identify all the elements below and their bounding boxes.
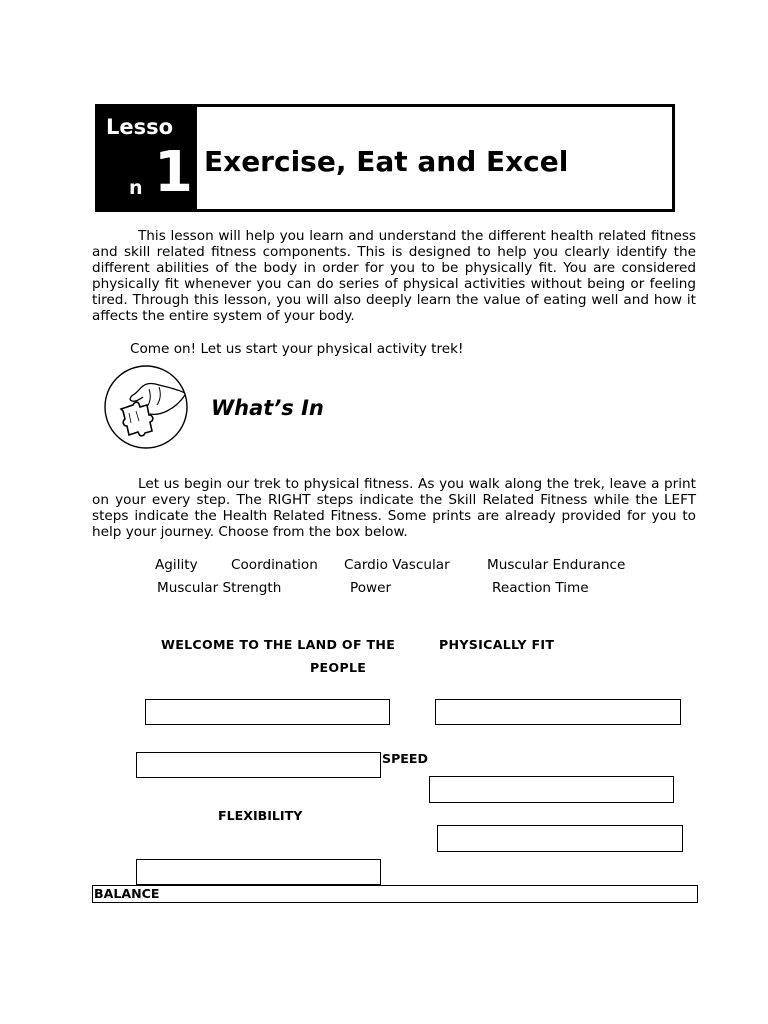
choice-reaction-time: Reaction Time (492, 580, 589, 596)
intro-paragraph (92, 228, 696, 324)
lesson-label-part1: Lesso (106, 115, 174, 139)
lesson-number: 1 (154, 140, 193, 205)
trek-title-line2: PEOPLE (310, 660, 367, 675)
whats-in-heading: What’s In (211, 396, 324, 420)
trek-title-right: PHYSICALLY FIT (439, 637, 555, 652)
step-label-balance: BALANCE (94, 886, 160, 901)
lesson-title: Exercise, Eat and Excel (204, 145, 569, 178)
step-label-speed: SPEED (382, 751, 428, 766)
choice-agility: Agility (155, 557, 198, 573)
choice-power: Power (350, 580, 392, 596)
balance-step-box (92, 885, 698, 903)
lesson-number-tab (98, 107, 197, 209)
intro-paragraph-text: This lesson will help you learn and understand the different health related fitness and skill related fitness components. This is designed to help you clearly identify the different abilities of the body in order for you to be physically fit. You are considered physically fit whenever you can do series of physical activities without being or feeling tired. Through this lesson, you will also deeply learn the value of eating well and how it affects the entire system of your body. (92, 228, 696, 324)
right-step-box-3[interactable] (437, 825, 683, 852)
left-step-box-1[interactable] (145, 699, 390, 725)
choice-coordination: Coordination (231, 557, 318, 573)
activity-paragraph-text: Let us begin our trek to physical fitness. As you walk along the trek, leave a print on your every step. The RIGHT steps indicate the Skill Related Fitness while the LEFT steps indicate the Health Related Fitness. Some prints are already provided for you to help your journey. Choose from the box below. (92, 476, 696, 540)
choice-muscular-endurance: Muscular Endurance (487, 557, 626, 573)
activity-paragraph (92, 476, 696, 540)
lesson-header (95, 104, 675, 212)
left-step-box-2[interactable] (136, 752, 381, 778)
left-step-box-3[interactable] (136, 859, 381, 885)
right-step-box-1[interactable] (435, 699, 681, 725)
lesson-label-part2: n (129, 177, 143, 199)
prompt-line: Come on! Let us start your physical activity trek! (130, 341, 464, 357)
step-label-flexibility: FLEXIBILITY (218, 808, 303, 823)
choice-cardio-vascular: Cardio Vascular (344, 557, 450, 573)
choice-muscular-strength: Muscular Strength (157, 580, 282, 596)
right-step-box-2[interactable] (429, 776, 674, 803)
hand-holding-puzzle-piece-icon (103, 365, 191, 449)
trek-title-left: WELCOME TO THE LAND OF THE (161, 637, 396, 652)
